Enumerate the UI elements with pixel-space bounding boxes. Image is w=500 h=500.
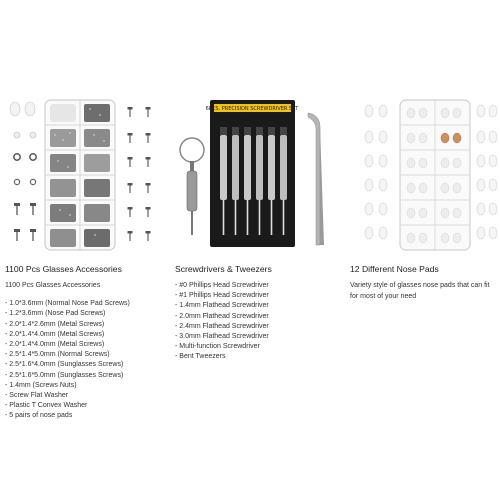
nose-pads-case-illustration [355, 95, 500, 255]
list-item: - 2.5*1.6*4.0mm (Sunglasses Screws) [5, 361, 124, 369]
screwdriver-set-illustration [170, 95, 330, 255]
list-item: - Plastic T Convex Washer [5, 402, 88, 410]
list-item: - 2.0mm Flathead Screwdriver [175, 312, 269, 320]
nose-pads-section [350, 264, 495, 302]
accessories-image [0, 95, 165, 255]
accessories-list [5, 299, 165, 421]
accessories-section [5, 264, 165, 422]
list-item: - 1.2*3.6mm (Nose Pad Screws) [5, 310, 106, 318]
accessories-subtitle: 1100 Pcs Glasses Accessories [5, 282, 101, 289]
set-label-text: 6PCS. PRECISION SCREWDRIVER SET [205, 106, 299, 112]
screwdrivers-title: Screwdrivers & Tweezers [175, 264, 272, 274]
nose-pads-title: 12 Different Nose Pads [350, 264, 439, 274]
list-item: - 1.4mm (Screws Nuts) [5, 381, 77, 389]
list-item: - 2.0*1.4*4.0mm (Metal Screws) [5, 330, 105, 338]
nose-pads-image [355, 95, 500, 255]
list-item: - 3.0mm Flathead Screwdriver [175, 333, 269, 341]
screwdriver-image [170, 95, 330, 255]
list-item: - 5 pairs of nose pads [5, 412, 73, 420]
list-item: - 2.0*1.4*2.6mm (Metal Screws) [5, 320, 105, 328]
list-item: - #0 Phillips Head Screwdriver [175, 282, 269, 289]
list-item: - 1.4mm Flathead Screwdriver [175, 302, 269, 310]
list-item: - 2.4mm Flathead Screwdriver [175, 322, 269, 330]
list-item: - 2.5*1.4*5.0mm (Normal Screws) [5, 351, 110, 359]
list-item: - 2.0*1.4*4.0mm (Metal Screws) [5, 341, 105, 349]
screwdrivers-section [175, 264, 335, 363]
list-item: - #1 Phillips Head Screwdriver [175, 292, 269, 300]
list-item: - Screw Flat Washer [5, 392, 69, 400]
list-item: - Multi-function Screwdriver [175, 343, 260, 351]
list-item: - Bent Tweezers [175, 353, 226, 361]
list-item: - 1.0*3.6mm (Normal Nose Pad Screws) [5, 300, 130, 308]
accessories-title: 1100 Pcs Glasses Accessories [5, 264, 122, 274]
list-item: - 2.5*1.6*5.0mm (Sunglasses Screws) [5, 371, 124, 379]
screwdrivers-list [175, 281, 335, 363]
accessories-case-illustration [0, 95, 165, 255]
nose-pads-description: Variety style of glasses nose pads that can fit for most of your need [350, 282, 490, 300]
